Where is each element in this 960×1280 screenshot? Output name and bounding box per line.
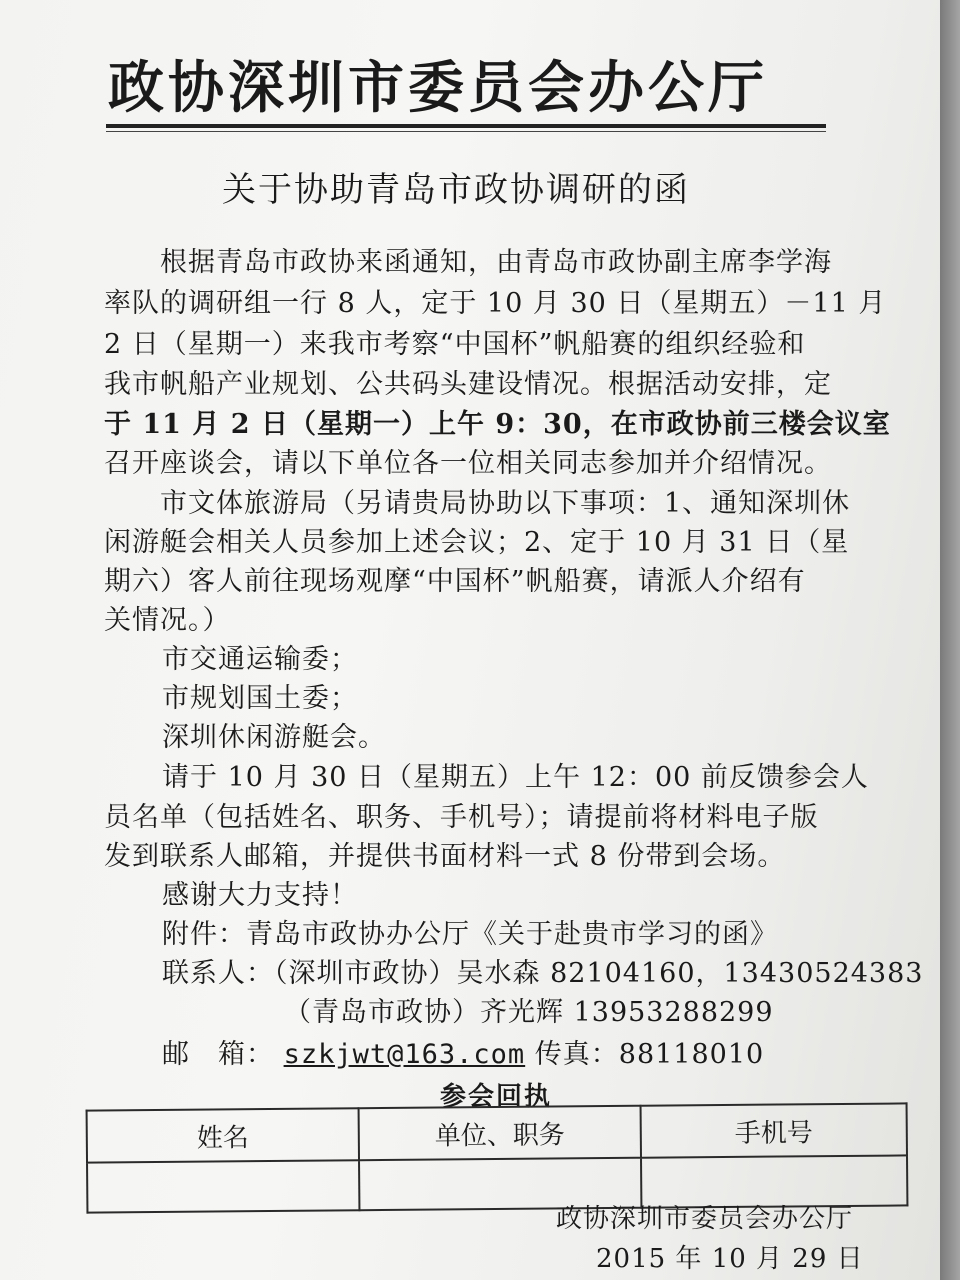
- signature-date: 2015 年 10 月 29 日: [596, 1244, 864, 1274]
- body-line: 发到联系人邮箱，并提供书面材料一式 8 份带到会场。: [104, 841, 786, 872]
- email-address: szkjwt@163.com: [283, 1039, 526, 1070]
- body-line: 请于 10 月 30 日（星期五）上午 12：00 前反馈参会人: [162, 762, 869, 793]
- contact-line: （青岛市政协）齐光辉 13953288299: [284, 997, 774, 1028]
- email-label: 邮 箱：: [162, 1039, 274, 1070]
- unit-item: 市交通运输委；: [162, 644, 358, 675]
- body-line: 关情况。）: [104, 605, 231, 636]
- body-line: 期六）客人前往现场观摩“中国杯”帆船赛，请派人介绍有: [104, 566, 806, 597]
- body-line: 2 日（星期一）来我市考察“中国杯”帆船赛的组织经验和: [104, 329, 806, 360]
- email-line: [162, 1032, 764, 1071]
- unit-item: 市规划国土委；: [162, 683, 358, 714]
- body-line: 召开座谈会，请以下单位各一位相关同志参加并介绍情况。: [104, 448, 832, 479]
- receipt-title: 参会回执: [440, 1082, 553, 1112]
- letterhead: 政协深圳市委员会办公厅: [108, 56, 768, 121]
- body-line: 市文体旅游局（另请贵局协助以下事项：1、通知深圳休: [160, 488, 851, 519]
- body-line: 率队的调研组一行 8 人，定于 10 月 30 日（星期五）－11 月: [104, 288, 887, 319]
- contact-line: 联系人：（深圳市政协）吴水森 82104160，13430524383: [162, 958, 924, 989]
- body-line: 员名单（包括姓名、职务、手机号）；请提前将材料电子版: [104, 802, 819, 833]
- receipt-table: [86, 1102, 909, 1213]
- fax-number: 传真：88118010: [534, 1039, 765, 1070]
- body-line: 我市帆船产业规划、公共码头建设情况。根据活动安排，定: [104, 369, 832, 400]
- background-edge: [940, 0, 960, 1280]
- body-line: 于 11 月 2 日（星期一）上午 9：30，在市政协前三楼会议室: [104, 409, 891, 440]
- document-title: 关于协助青岛市政协调研的函: [222, 170, 690, 210]
- receipt-cell-name: [87, 1160, 359, 1212]
- letterhead-rule-thick: [106, 124, 826, 128]
- attachment-line: 附件：青岛市政协办公厅《关于赴贵市学习的函》: [162, 919, 778, 950]
- thanks-line: 感谢大力支持！: [162, 880, 358, 911]
- body-line: 闲游艇会相关人员参加上述会议；2、定于 10 月 31 日（星: [104, 527, 850, 558]
- body-line: 根据青岛市政协来函通知，由青岛市政协副主席李学海: [160, 247, 832, 278]
- col-phone-header: 手机号: [641, 1103, 907, 1157]
- col-name-header: 姓名: [87, 1108, 359, 1162]
- col-unit-header: 单位、职务: [359, 1106, 641, 1160]
- letterhead-rule-thin: [106, 131, 826, 132]
- unit-item: 深圳休闲游艇会。: [162, 722, 386, 753]
- receipt-header-row: [87, 1103, 907, 1162]
- signature-org: 政协深圳市委员会办公厅: [556, 1204, 854, 1234]
